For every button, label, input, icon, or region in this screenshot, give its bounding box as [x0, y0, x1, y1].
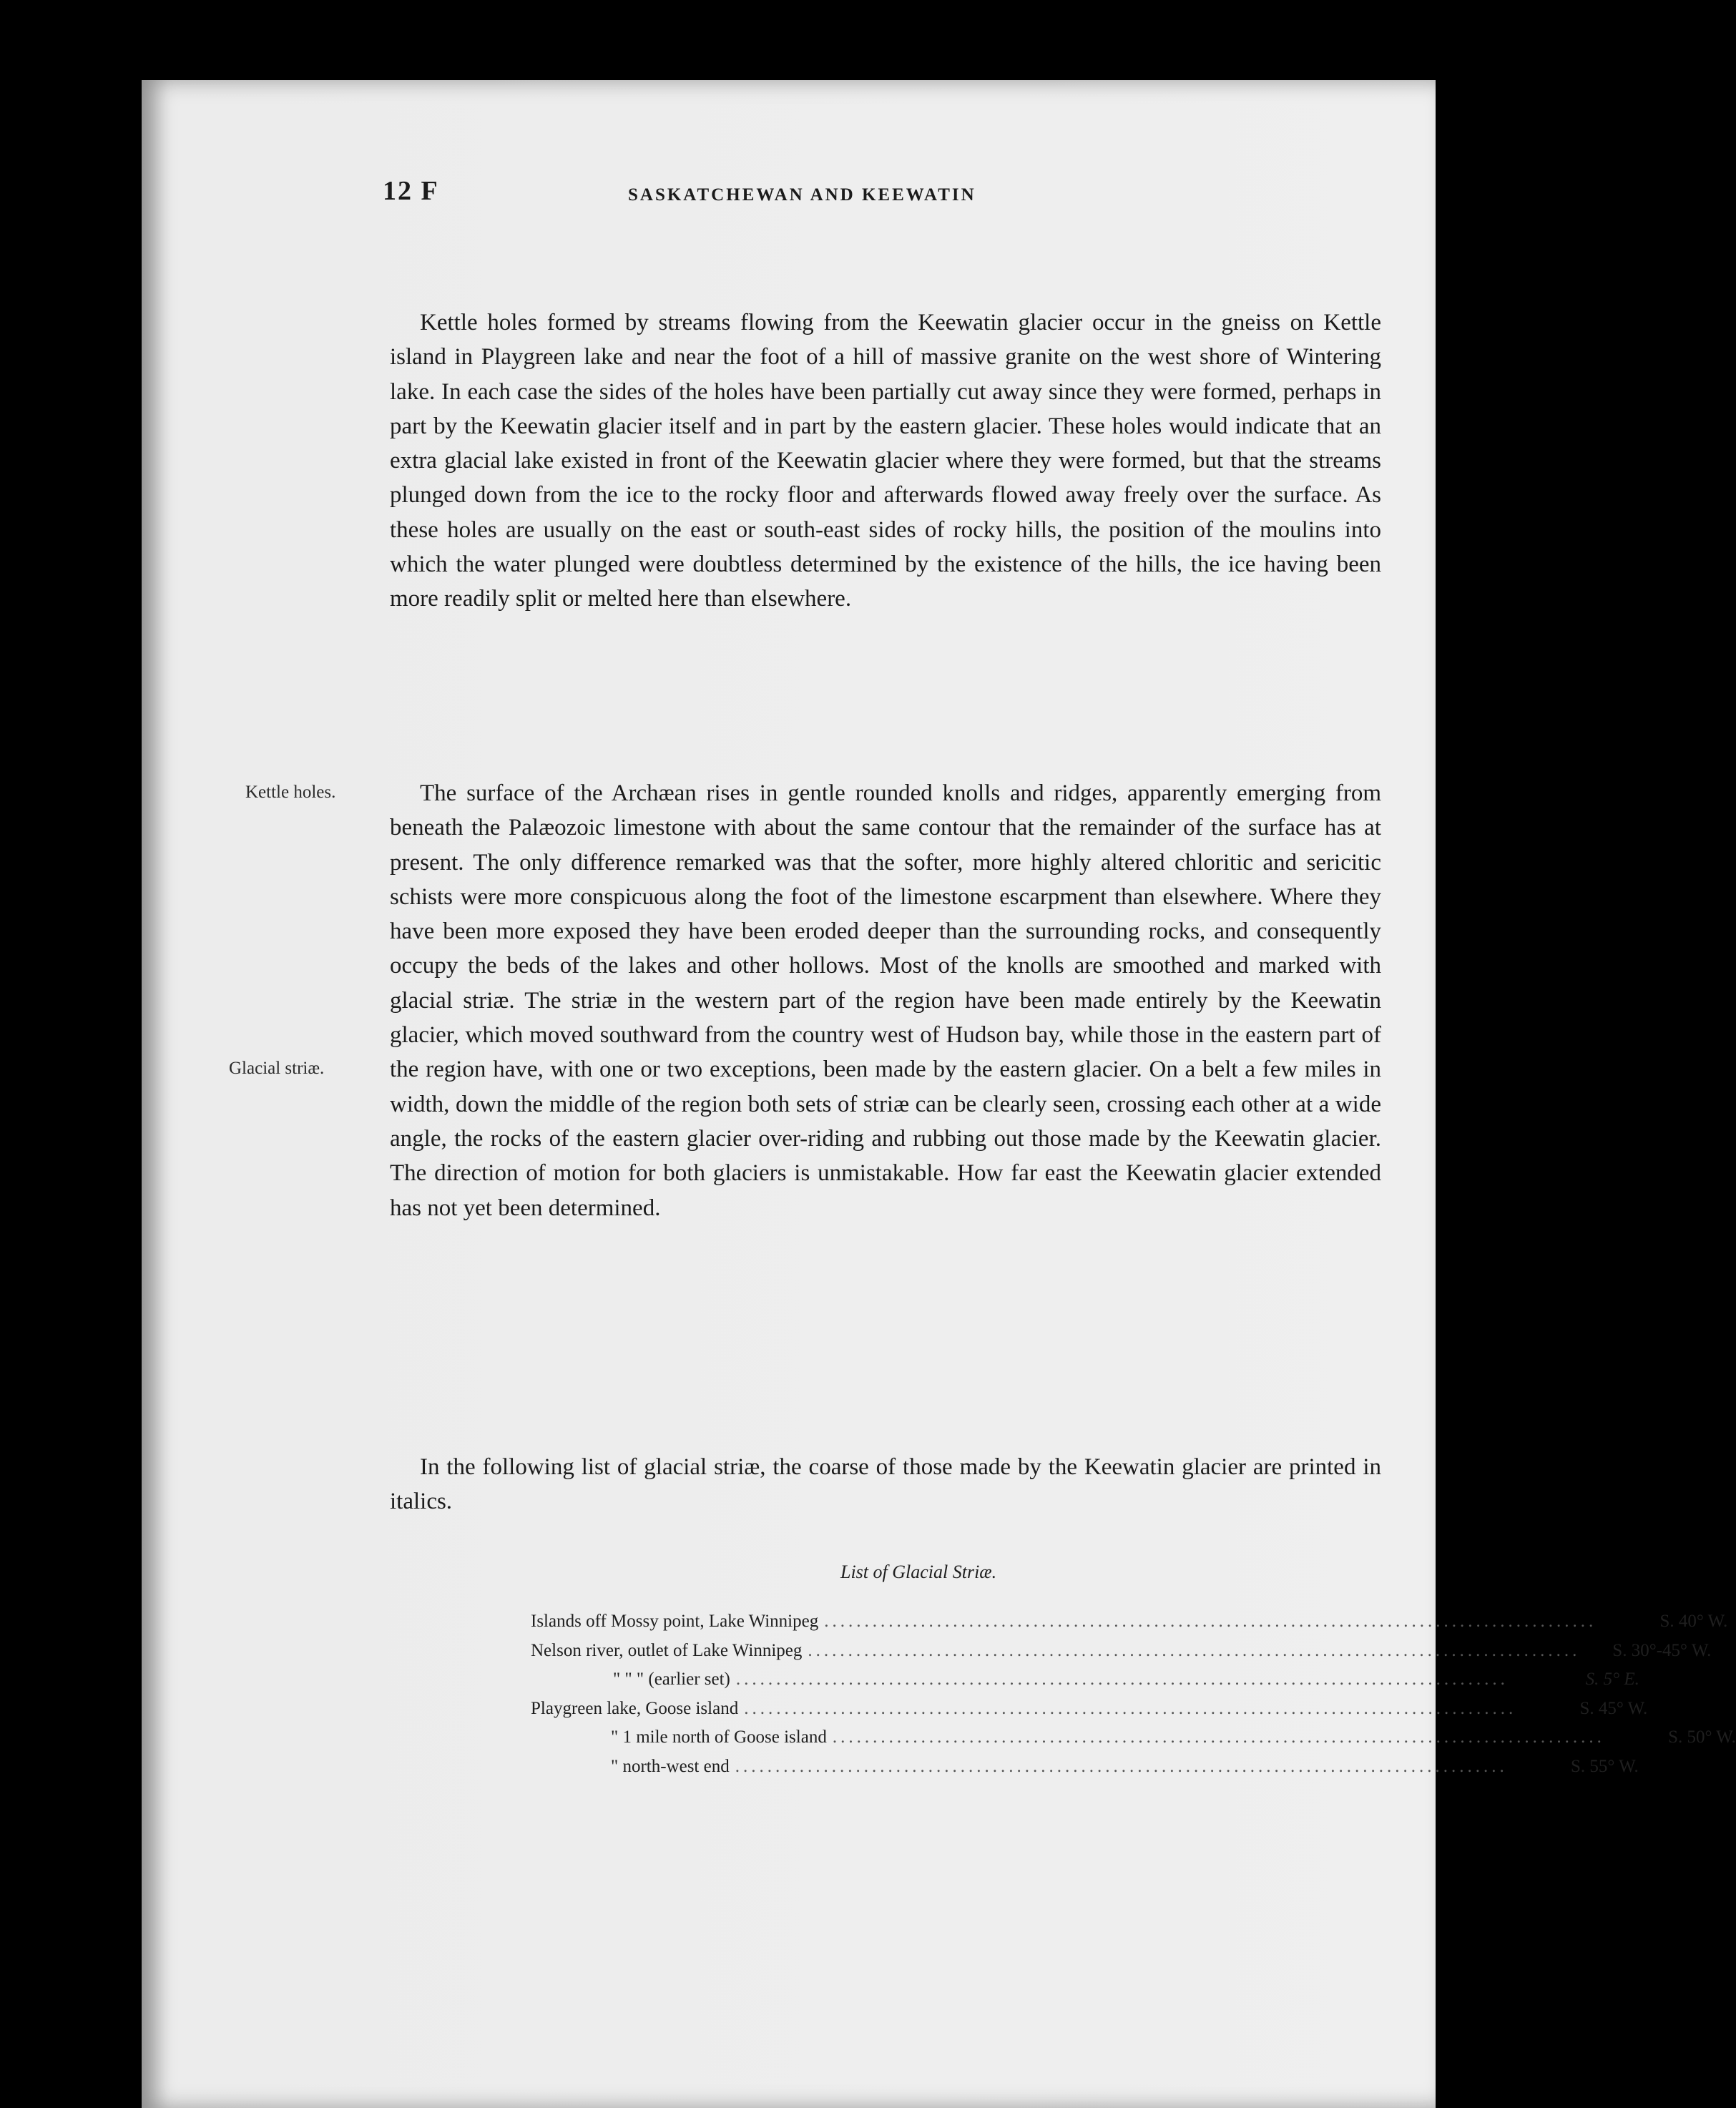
- list-item: " 1 mile north of Goose island ................................................................................................ S. 50° W.: [611, 1727, 1736, 1747]
- paragraph-text: Kettle holes formed by streams flowing from the Keewatin glacier occur in the gneiss on Kettle island in Playgreen lake and near the foot of a hill of massive granite on the west shore of Wintering lake. In each case the sides of the holes have been partially cut away since they were formed, perhaps in part by the Keewatin glacier itself and in part by the eastern glacier. These holes would indicate that an extra glacial lake existed in front of the Keewatin glacier where they were formed, but that the streams plunged down from the ice to the rocky floor and afterwards flowed away freely over the surface. As these holes are usually on the east or south-east sides of rocky hills, the position of the moulins into which the water plunged were doubtless determined by the existence of the hills, the ice having been more readily split or melted here than elsewhere.: [390, 310, 1381, 612]
- paragraph-archaean-surface: [390, 776, 1381, 1225]
- list-item: " north-west end ................................................................................................ S. 55° W.: [611, 1756, 1639, 1776]
- paragraph-text: In the following list of glacial striæ, the coarse of those made by the Keewatin glacier are printed in italics.: [390, 1454, 1381, 1515]
- striae-list: [531, 1612, 1736, 1785]
- list-item: Islands off Mossy point, Lake Winnipeg ................................................................................................ S. 40° W.: [531, 1612, 1728, 1631]
- paragraph-list-intro: [390, 1450, 1381, 1519]
- running-title: SASKATCHEWAN AND KEEWATIN: [628, 185, 976, 205]
- margin-note-kettle-holes: Kettle holes.: [245, 783, 336, 802]
- page-number: 12 F: [383, 176, 439, 206]
- list-title: List of Glacial Striæ.: [840, 1562, 997, 1582]
- list-item: Playgreen lake, Goose island ................................................................................................ S. 45° W.: [531, 1698, 1648, 1718]
- paragraph-kettle-holes: [390, 305, 1381, 617]
- list-item: Nelson river, outlet of Lake Winnipeg ................................................................................................ S. 30°-45° W.: [531, 1640, 1712, 1660]
- paragraph-text: The surface of the Archæan rises in gentle rounded knolls and ridges, apparently emerging from beneath the Palæozoic limestone with about the same contour that the remainder of the surface has at present. The only difference remarked was that the softer, more highly altered chloritic and sericitic schists were more conspicuous along the foot of the limestone escarpment than elsewhere. Where they have been more exposed they have been eroded deeper than the surrounding rocks, and consequently occupy the beds of the lakes and other hollows. Most of the knolls are smoothed and marked with glacial striæ. The striæ in the western part of the region have been made entirely by the Keewatin glacier, which moved southward from the country west of Hudson bay, while those in the eastern part of the region have, with one or two exceptions, been made by the eastern glacier. On a belt a few miles in width, down the middle of the region both sets of striæ can be clearly seen, crossing each other at a wide angle, the rocks of the eastern glacier over-riding and rubbing out those made by the Keewatin glacier. The direction of motion for both glaciers is unmistakable. How far east the Keewatin glacier extended has not yet been determined.: [390, 780, 1381, 1221]
- margin-note-glacial-striae: Glacial striæ.: [229, 1059, 325, 1078]
- list-item: " " " (earlier set) ................................................................................................ S. 5° E.: [613, 1670, 1639, 1689]
